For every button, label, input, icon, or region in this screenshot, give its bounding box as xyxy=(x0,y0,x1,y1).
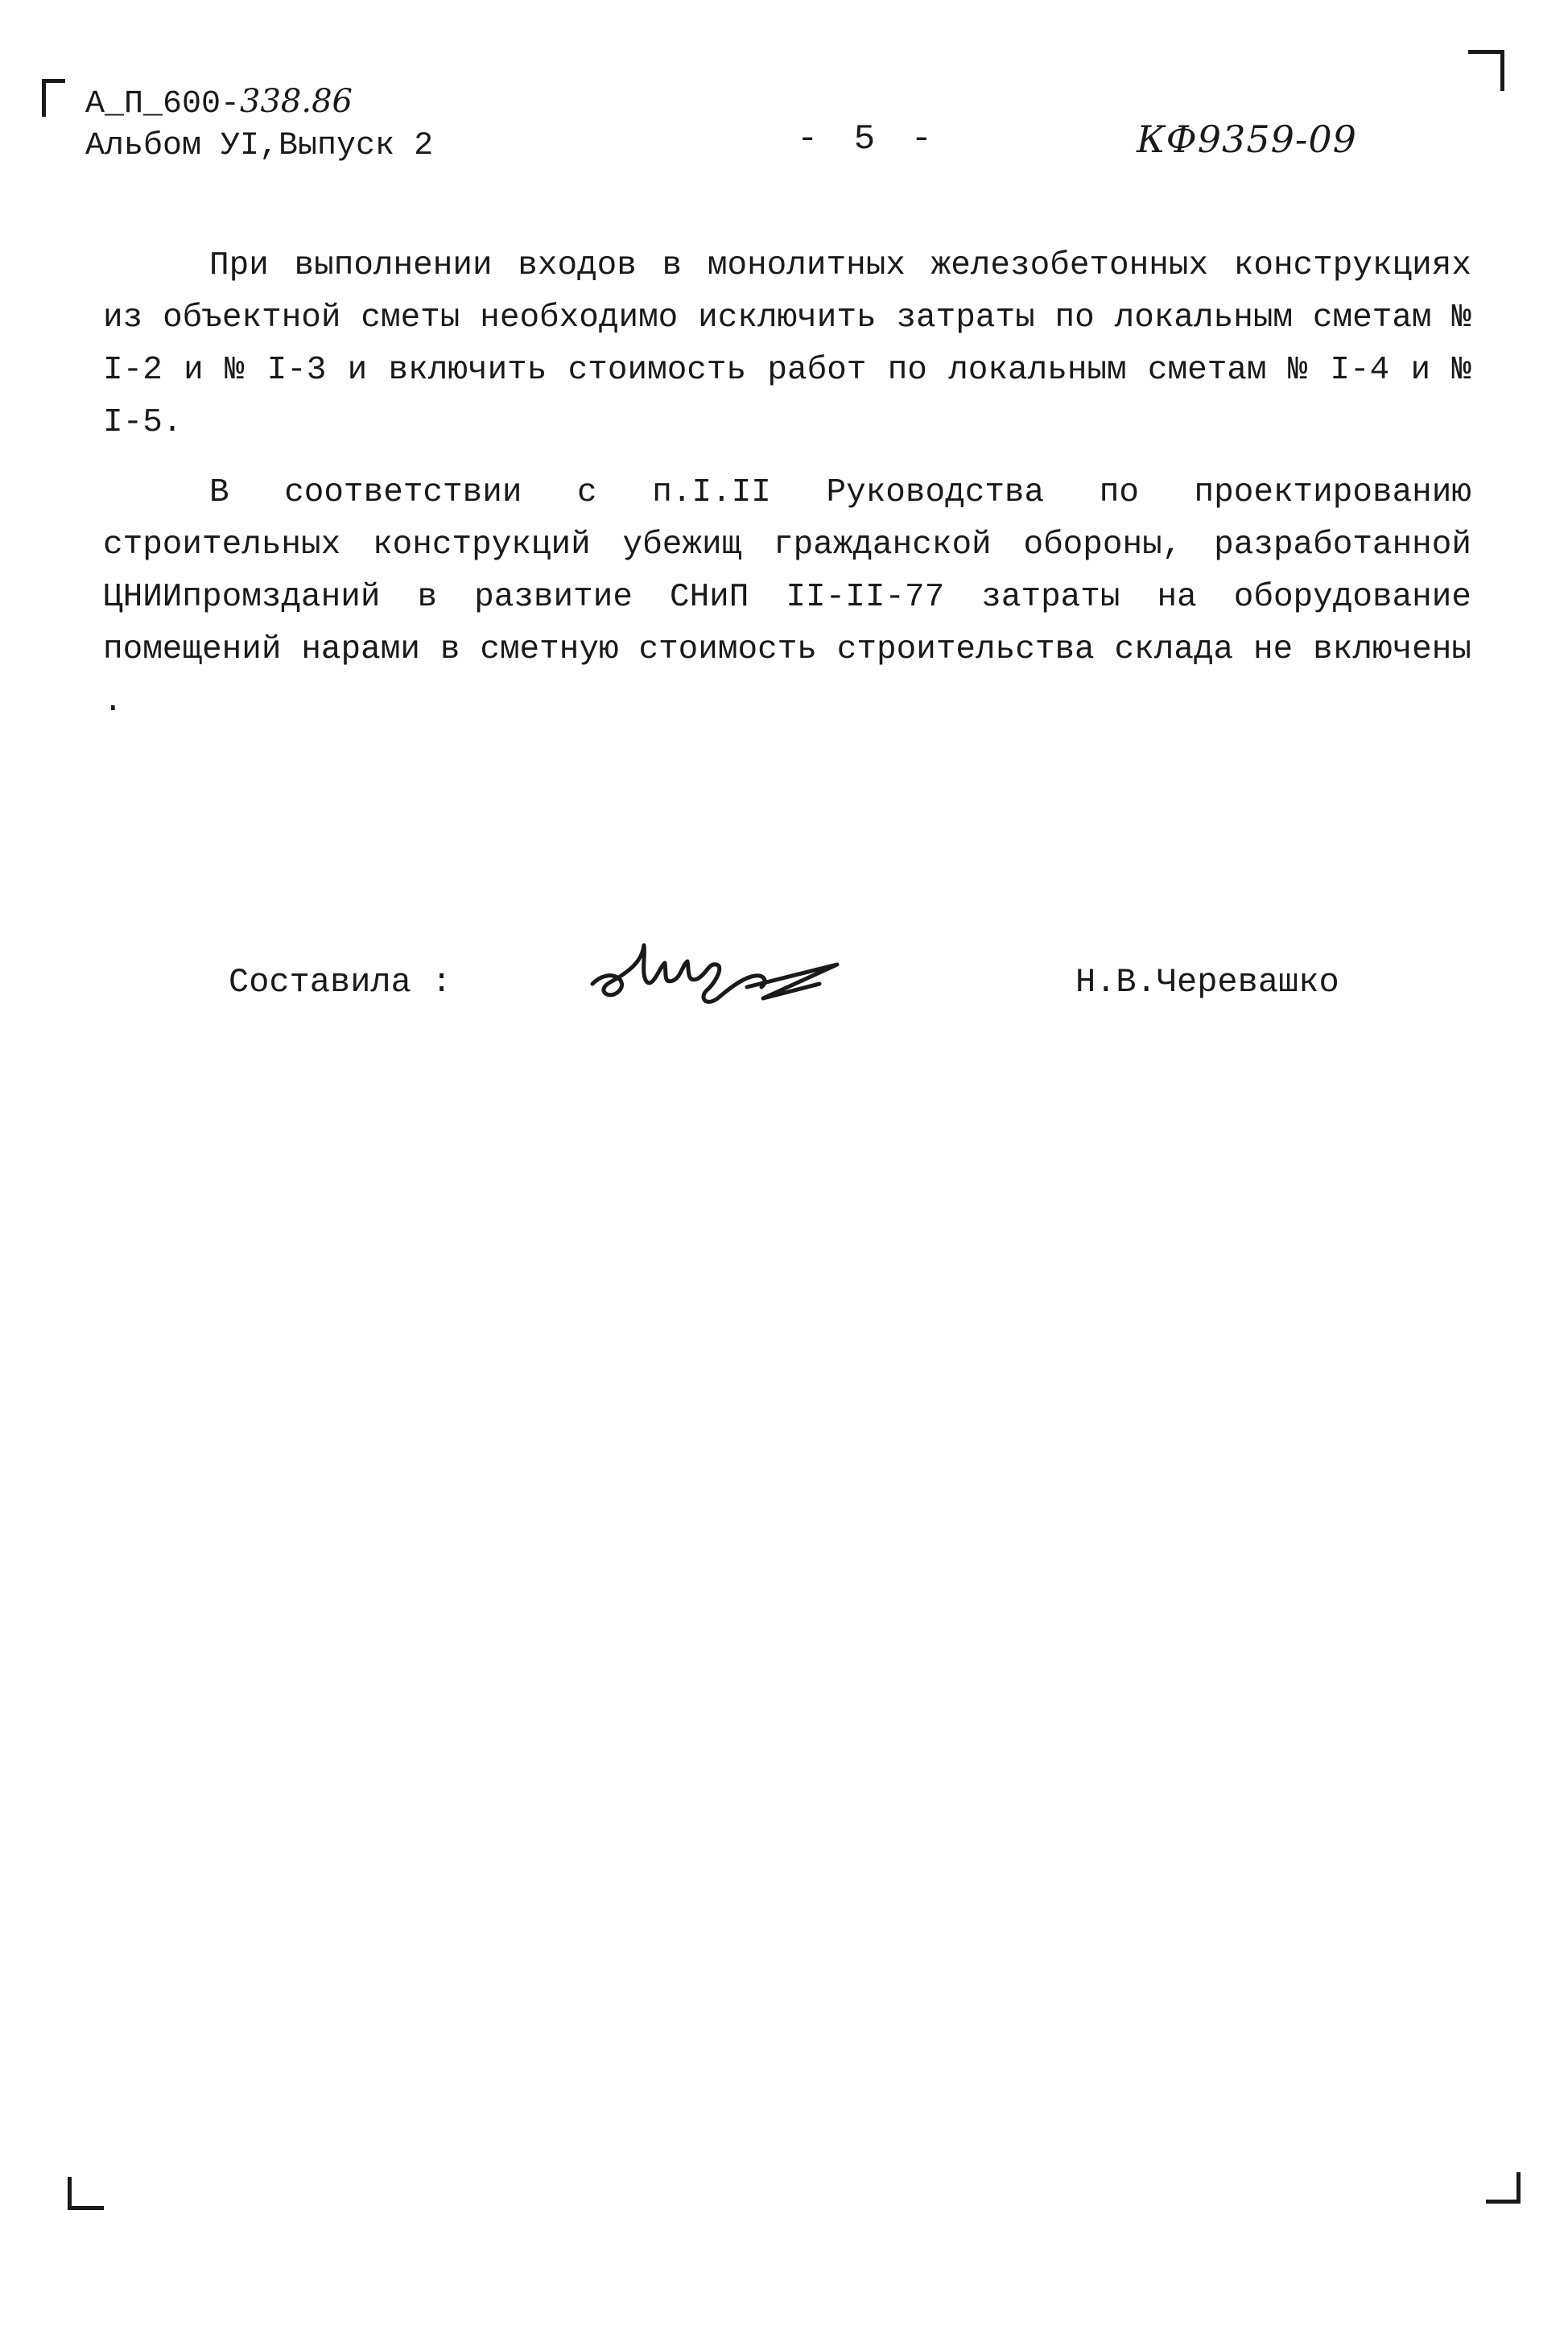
signature-icon xyxy=(586,934,844,1022)
paragraph-text: В соответствии с п.I.II Руководства по проектированию строительных конструкций убежищ гражданской обороны, разработанной ЦНИИпромзданий в развитие СНиП II-II-77 затраты на оборудование помещений нарами в сметную стоимость строительства склада не включены . xyxy=(103,474,1471,721)
corner-mark-bottom-right xyxy=(1486,2172,1521,2204)
reference-code xyxy=(85,81,433,126)
reference-code-typed: А_П_600- xyxy=(85,86,241,122)
paragraph-standards xyxy=(103,467,1471,729)
corner-mark-top-right xyxy=(1468,50,1504,91)
compiler-name: Н.В.Черевашко xyxy=(1075,963,1339,1002)
paragraph-exclusion xyxy=(103,240,1471,449)
paragraph-text: При выполнении входов в монолитных железобетонных конструкциях из объектной сметы необходимо исключить затраты по локальным сметам № I-2 и № I-3 и включить стоимость работ по локальным сметам № I-4 и № I-5. xyxy=(103,247,1471,441)
document-reference xyxy=(85,81,433,167)
page-number: - 5 - xyxy=(797,119,933,159)
album-issue: Альбом УI,Выпуск 2 xyxy=(85,128,434,164)
reference-code-handwritten: 338.86 xyxy=(240,83,353,120)
corner-mark-bottom-left xyxy=(68,2177,104,2210)
corner-mark-top-left xyxy=(42,79,65,117)
compiled-by-label: Составила : xyxy=(229,963,452,1002)
document-code: КФ9359-09 xyxy=(1137,118,1357,161)
